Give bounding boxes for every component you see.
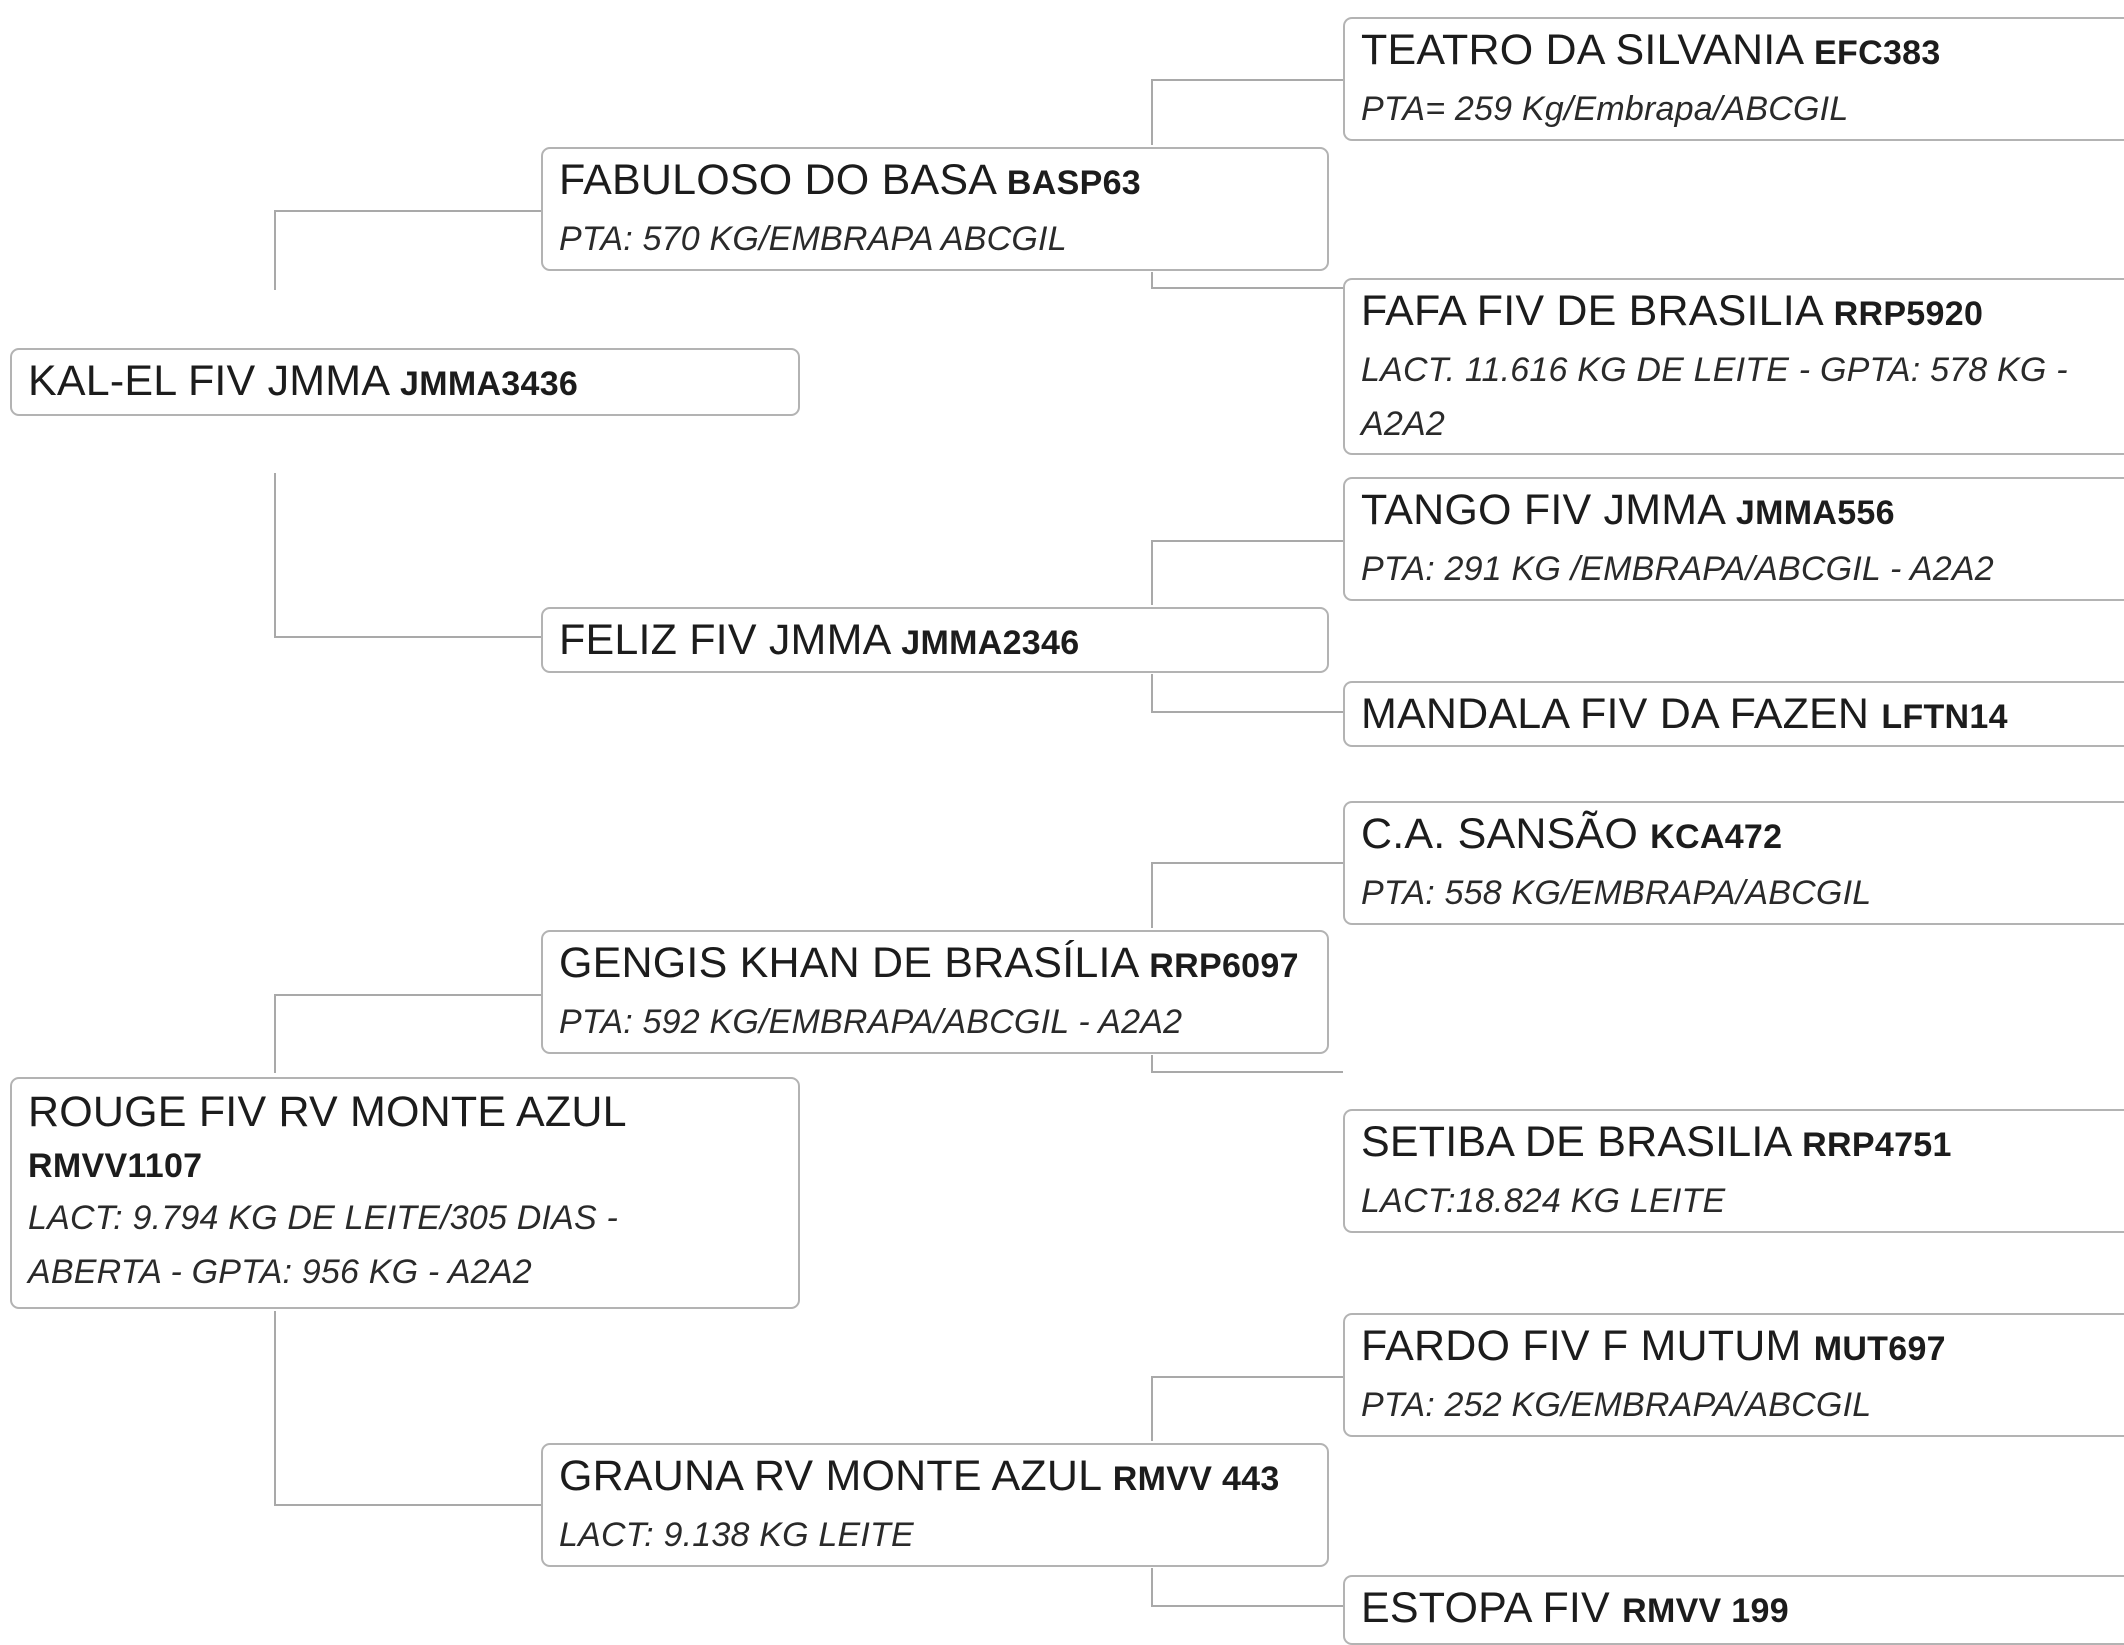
dd-dam-title (1361, 1579, 2108, 1640)
dam-sire-info: PTA: 592 KG/EMBRAPA/ABCGIL - A2A2 (559, 1003, 1183, 1041)
sd-dam-title (1361, 685, 2108, 746)
connector-gengis-to-setiba (1152, 1055, 1343, 1072)
sire-dam-reg: JMMA2346 (901, 624, 1080, 662)
sire-name: KAL-EL FIV JMMA (28, 357, 388, 405)
dam-dam-name: GRAUNA RV MONTE AZUL (559, 1452, 1101, 1500)
sire-sire-info: PTA: 570 KG/EMBRAPA ABCGIL (559, 220, 1067, 258)
sire-sire-title (559, 151, 1311, 212)
dam-name: ROUGE FIV RV MONTE AZUL (28, 1088, 627, 1136)
ss-dam-info: LACT. 11.616 KG DE LEITE - GPTA: 578 KG - A2A2 (1361, 351, 2068, 443)
sire-sire-card[interactable] (541, 147, 1329, 271)
ds-dam-info: LACT:18.824 KG LEITE (1361, 1182, 1726, 1220)
dd-dam-reg: RMVV 199 (1622, 1592, 1789, 1630)
sd-sire-reg: JMMA556 (1735, 494, 1895, 532)
sire-sire-reg: BASP63 (1006, 164, 1141, 202)
dd-sire-card[interactable] (1343, 1313, 2124, 1437)
dam-sire-reg: RRP6097 (1149, 947, 1299, 985)
ss-dam-title (1361, 282, 2108, 343)
ss-sire-card[interactable] (1343, 17, 2124, 141)
sd-dam-name: MANDALA FIV DA FAZEN (1361, 690, 1870, 738)
dam-dam-reg: RMVV 443 (1112, 1460, 1280, 1498)
sd-dam-reg: LFTN14 (1881, 698, 2008, 736)
sire-dam-card[interactable] (541, 607, 1329, 673)
dd-sire-reg: MUT697 (1813, 1330, 1946, 1368)
dam-sire-card[interactable] (541, 930, 1329, 1054)
ds-sire-reg: KCA472 (1650, 818, 1783, 856)
ds-sire-name: C.A. SANSÃO (1361, 810, 1638, 858)
dd-sire-title (1361, 1317, 2108, 1378)
ss-dam-name: FAFA FIV DE BRASILIA (1361, 287, 1822, 335)
dam-dam-info: LACT: 9.138 KG LEITE (559, 1516, 914, 1554)
ds-sire-card[interactable] (1343, 801, 2124, 925)
connector-dam-to-dam-sire (275, 995, 541, 1073)
dam-dam-title (559, 1447, 1311, 1508)
ds-dam-card[interactable] (1343, 1109, 2124, 1233)
ds-dam-name: SETIBA DE BRASILIA (1361, 1118, 1791, 1166)
connector-grauna-to-estopa (1152, 1568, 1343, 1606)
sd-sire-name: TANGO FIV JMMA (1361, 486, 1724, 534)
sire-dam-title (559, 611, 1311, 672)
sd-sire-title (1361, 481, 2108, 542)
dd-sire-info: PTA: 252 KG/EMBRAPA/ABCGIL (1361, 1386, 1872, 1424)
sd-dam-card[interactable] (1343, 681, 2124, 747)
dam-sire-title (559, 934, 1311, 995)
ss-dam-reg: RRP5920 (1833, 295, 1984, 333)
sd-sire-info: PTA: 291 KG /EMBRAPA/ABCGIL - A2A2 (1361, 550, 1994, 588)
sd-sire-card[interactable] (1343, 477, 2124, 601)
dam-sire-name: GENGIS KHAN DE BRASÍLIA (559, 939, 1138, 987)
dd-dam-card[interactable] (1343, 1575, 2124, 1645)
sire-sire-name: FABULOSO DO BASA (559, 156, 995, 204)
ss-sire-title (1361, 21, 2108, 82)
dam-card[interactable] (10, 1077, 800, 1309)
dd-dam-name: ESTOPA FIV (1361, 1584, 1610, 1632)
dam-reg: RMVV1107 (28, 1147, 203, 1185)
dd-sire-name: FARDO FIV F MUTUM (1361, 1322, 1802, 1370)
ds-sire-title (1361, 805, 2108, 866)
dam-title (28, 1083, 782, 1191)
sire-title (28, 352, 782, 413)
connector-fabuloso-to-fafa (1152, 272, 1343, 288)
ss-sire-reg: EFC383 (1814, 34, 1941, 72)
ds-sire-info: PTA: 558 KG/EMBRAPA/ABCGIL (1361, 874, 1872, 912)
ss-dam-card[interactable] (1343, 278, 2124, 455)
sire-card[interactable] (10, 348, 800, 416)
dam-dam-card[interactable] (541, 1443, 1329, 1567)
ds-dam-reg: RRP4751 (1802, 1126, 1952, 1164)
connector-feliz-to-tango (1152, 541, 1343, 605)
connector-grauna-to-fardo (1152, 1377, 1343, 1441)
sire-dam-name: FELIZ FIV JMMA (559, 616, 890, 664)
connector-dam-to-dam-dam (275, 1311, 541, 1505)
sire-reg: JMMA3436 (400, 365, 579, 403)
connector-feliz-to-mandala (1152, 674, 1343, 712)
ss-sire-info: PTA= 259 Kg/Embrapa/ABCGIL (1361, 90, 1849, 128)
connector-fabuloso-to-teatro (1152, 80, 1343, 145)
dam-info: LACT: 9.794 KG DE LEITE/305 DIAS - ABERTA - GPTA: 956 KG - A2A2 (28, 1199, 619, 1291)
connector-sire-to-sire-sire (275, 211, 541, 290)
connector-sire-to-sire-dam (275, 473, 541, 637)
ss-sire-name: TEATRO DA SILVANIA (1361, 26, 1802, 74)
ds-dam-title (1361, 1113, 2108, 1174)
connector-gengis-to-sansao (1152, 863, 1343, 928)
